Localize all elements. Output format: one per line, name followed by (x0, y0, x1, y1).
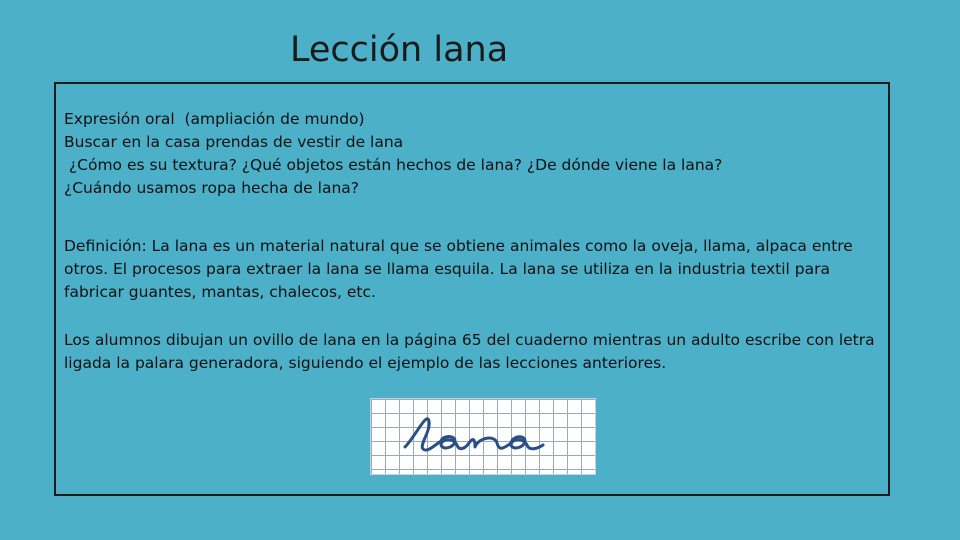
oral-line-2: Buscar en la casa prendas de vestir de lana (64, 133, 404, 151)
cursive-word-image (370, 398, 596, 475)
activity-paragraph (64, 329, 880, 375)
oral-line-4: ¿Cuándo usamos ropa hecha de lana? (64, 179, 359, 197)
oral-line-3: ¿Cómo es su textura? ¿Qué objetos están hechos de lana? ¿De dónde viene la lana? (64, 156, 723, 174)
activity-text: Los alumnos dibujan un ovillo de lana en la página 65 del cuaderno mientras un adulto escribe con letra ligada la palara generadora, siguiendo el ejemplo de las lecciones anteriores. (64, 331, 875, 372)
oral-line-1: Expresión oral (ampliación de mundo) (64, 110, 365, 128)
cursive-lana-drawing (371, 399, 595, 474)
content-box (54, 82, 890, 496)
slide-title: Lección lana (290, 30, 509, 70)
definition-text: Definición: La lana es un material natural que se obtiene animales como la oveja, llama, alpaca entre otros. El procesos para extraer la lana se llama esquila. La lana se utiliza en la industria textil para fabricar guantes, mantas, chalecos, etc. (64, 237, 853, 301)
oral-expression-paragraph (64, 108, 880, 200)
definition-paragraph (64, 235, 880, 304)
